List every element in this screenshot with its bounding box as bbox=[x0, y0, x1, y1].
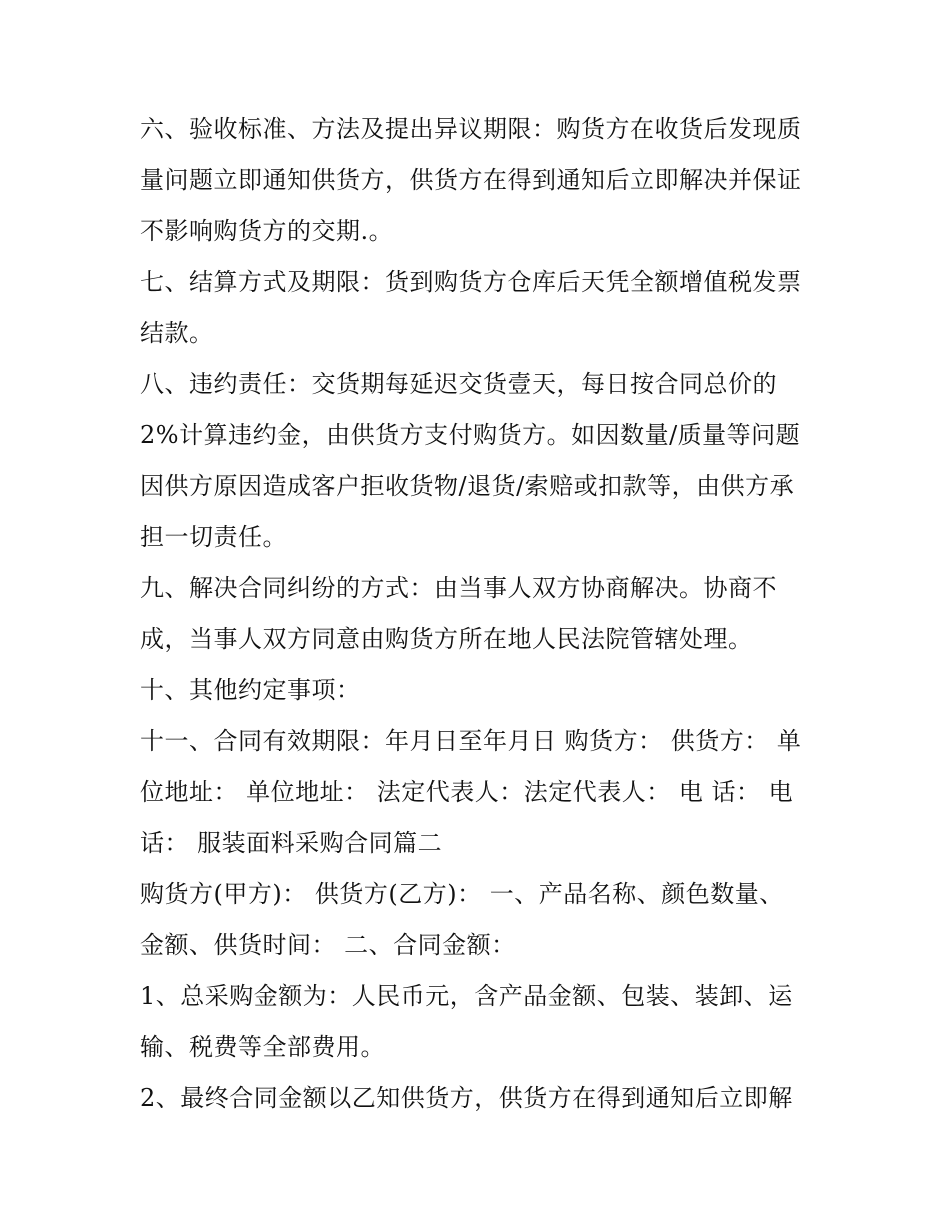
text-line: 2%计算违约金，由供货方支付购货方。如因数量/质量等问题 bbox=[140, 421, 801, 449]
text-line: 担一切责任。 bbox=[140, 523, 287, 551]
text-line: 六、验收标准、方法及提出异议期限：购货方在收货后发现质 bbox=[140, 115, 802, 143]
text-line: 九、解决合同纠纷的方式：由当事人双方协商解决。协商不 bbox=[140, 574, 777, 602]
text-line: 购货方(甲方)： 供货方(乙方)： 一、产品名称、颜色数量、 bbox=[140, 880, 784, 908]
text-line: 七、结算方式及期限：货到购货方仓库后天凭全额增值税发票 bbox=[140, 268, 802, 296]
text-line: 输、税费等全部费用。 bbox=[140, 1033, 385, 1061]
text-line: 位地址： 单位地址： 法定代表人：法定代表人： 电 话： 电 bbox=[140, 778, 794, 806]
text-line: 因供方原因造成客户拒收货物/退货/索赔或扣款等，由供方承 bbox=[140, 472, 795, 500]
text-line: 话： 服装面料采购合同篇二 bbox=[140, 829, 443, 857]
text-line: 十、其他约定事项： bbox=[140, 676, 361, 704]
document-body bbox=[140, 104, 815, 1124]
text-line: 金额、供货时间： 二、合同金额： bbox=[140, 931, 516, 959]
text-line: 2、最终合同金额以乙知供货方，供货方在得到通知后立即解 bbox=[140, 1084, 793, 1112]
text-line: 十一、合同有效期限：年月日至年月日 购货方： 供货方： 单 bbox=[140, 727, 802, 755]
text-line: 1、总采购金额为：人民币元，含产品金额、包装、装卸、运 bbox=[140, 982, 793, 1010]
text-line: 不影响购货方的交期.。 bbox=[140, 217, 394, 245]
text-line: 成，当事人双方同意由购货方所在地人民法院管辖处理。 bbox=[140, 625, 753, 653]
text-line: 结款。 bbox=[140, 319, 214, 347]
text-line: 八、违约责任：交货期每延迟交货壹天，每日按合同总价的 bbox=[140, 370, 777, 398]
text-line: 量问题立即通知供货方，供货方在得到通知后立即解决并保证 bbox=[140, 166, 802, 194]
